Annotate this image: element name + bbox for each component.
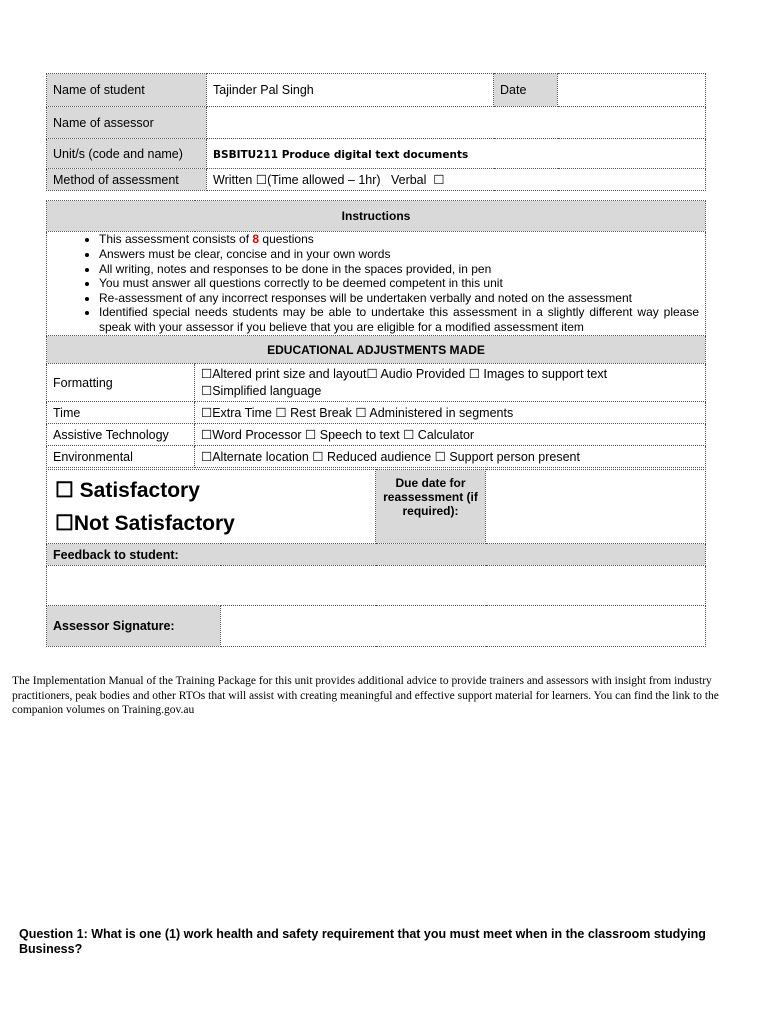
method-written-label: Written — [213, 173, 253, 187]
outcome-table — [46, 469, 706, 647]
instruction-item: • All writing, notes and responses to be done in the spaces provided, in pen — [99, 262, 699, 277]
not-satisfactory-checkbox[interactable]: ☐Not Satisfactory — [55, 511, 235, 535]
instruction-item: • Answers must be clear, concise and in your own words — [99, 247, 699, 262]
environmental-options[interactable]: ☐Alternate location ☐ Reduced audience ☐ Support person present — [195, 446, 706, 468]
unit-value-text: BSBITU211 Produce digital text documents — [213, 148, 469, 161]
assistive-technology-label: Assistive Technology — [47, 424, 195, 446]
time-label: Time — [47, 402, 195, 424]
student-name-label: Name of student — [47, 74, 207, 107]
instructions-title: Instructions — [47, 201, 706, 232]
instructions-table — [46, 200, 706, 468]
written-checkbox[interactable]: ☐ — [255, 172, 268, 187]
adjustments-title: EDUCATIONAL ADJUSTMENTS MADE — [47, 336, 706, 364]
method-time-allowed: (Time allowed – 1hr) — [267, 173, 381, 187]
instructions-list — [47, 232, 699, 334]
date-label: Date — [494, 74, 558, 107]
time-options[interactable]: ☐Extra Time ☐ Rest Break ☐ Administered in segments — [195, 402, 706, 424]
formatting-options-line1[interactable]: ☐Altered print size and layout☐ Audio Provided ☐ Images to support text — [201, 366, 608, 381]
question-count: 8 — [252, 232, 260, 247]
question-1: Question 1: What is one (1) work health and safety requirement that you must meet when in the classroom studying Business? — [19, 927, 706, 956]
assistive-technology-options[interactable]: ☐Word Processor ☐ Speech to text ☐ Calculator — [195, 424, 706, 446]
due-date-label: Due date for reassessment (if required): — [376, 470, 486, 544]
student-name-field[interactable]: Tajinder Pal Singh — [207, 74, 494, 107]
instruction-item: • Identified special needs students may be able to undertake this assessment in a slightly different way please speak with your assessor if you believe that you are eligible for a modified assessment item — [99, 305, 699, 334]
due-date-field[interactable] — [486, 470, 706, 544]
formatting-options[interactable] — [195, 364, 706, 402]
assessor-name-field[interactable] — [207, 107, 706, 139]
assessor-name-label: Name of assessor — [47, 107, 207, 139]
satisfactory-checkbox[interactable]: ☐ Satisfactory — [55, 478, 200, 502]
instruction-item: • Re-assessment of any incorrect responses will be undertaken verbally and noted on the assessment — [99, 291, 699, 306]
student-details-table — [46, 73, 706, 191]
method-value — [207, 169, 706, 191]
method-label: Method of assessment — [47, 169, 207, 191]
date-field[interactable] — [558, 74, 706, 107]
assessor-signature-field[interactable] — [221, 606, 706, 647]
method-verbal-label: Verbal — [390, 173, 427, 187]
result-cell — [47, 470, 376, 544]
verbal-checkbox[interactable]: ☐ — [433, 172, 445, 187]
instruction-item: • You must answer all questions correctly to be deemed competent in this unit — [99, 276, 699, 291]
feedback-label: Feedback to student: — [47, 544, 706, 566]
environmental-label: Environmental — [47, 446, 195, 468]
unit-value — [207, 139, 706, 169]
formatting-options-line2[interactable]: ☐Simplified language — [201, 383, 322, 398]
instructions-list-cell — [47, 232, 706, 336]
instruction-item: • This assessment consists of 8 questions — [99, 232, 699, 247]
implementation-manual-note: The Implementation Manual of the Training Package for this unit provides additional advice to provide trainers and assessors with insight from industry practitioners, peak bodies and other RTOs that will assist with creating meaningful and effective support material for learners. You can find the link to the companion volumes on Training.gov.au — [12, 675, 719, 716]
unit-label: Unit/s (code and name) — [47, 139, 207, 169]
assessor-signature-label: Assessor Signature: — [47, 606, 221, 647]
formatting-label: Formatting — [47, 364, 195, 402]
feedback-field[interactable] — [47, 566, 706, 606]
